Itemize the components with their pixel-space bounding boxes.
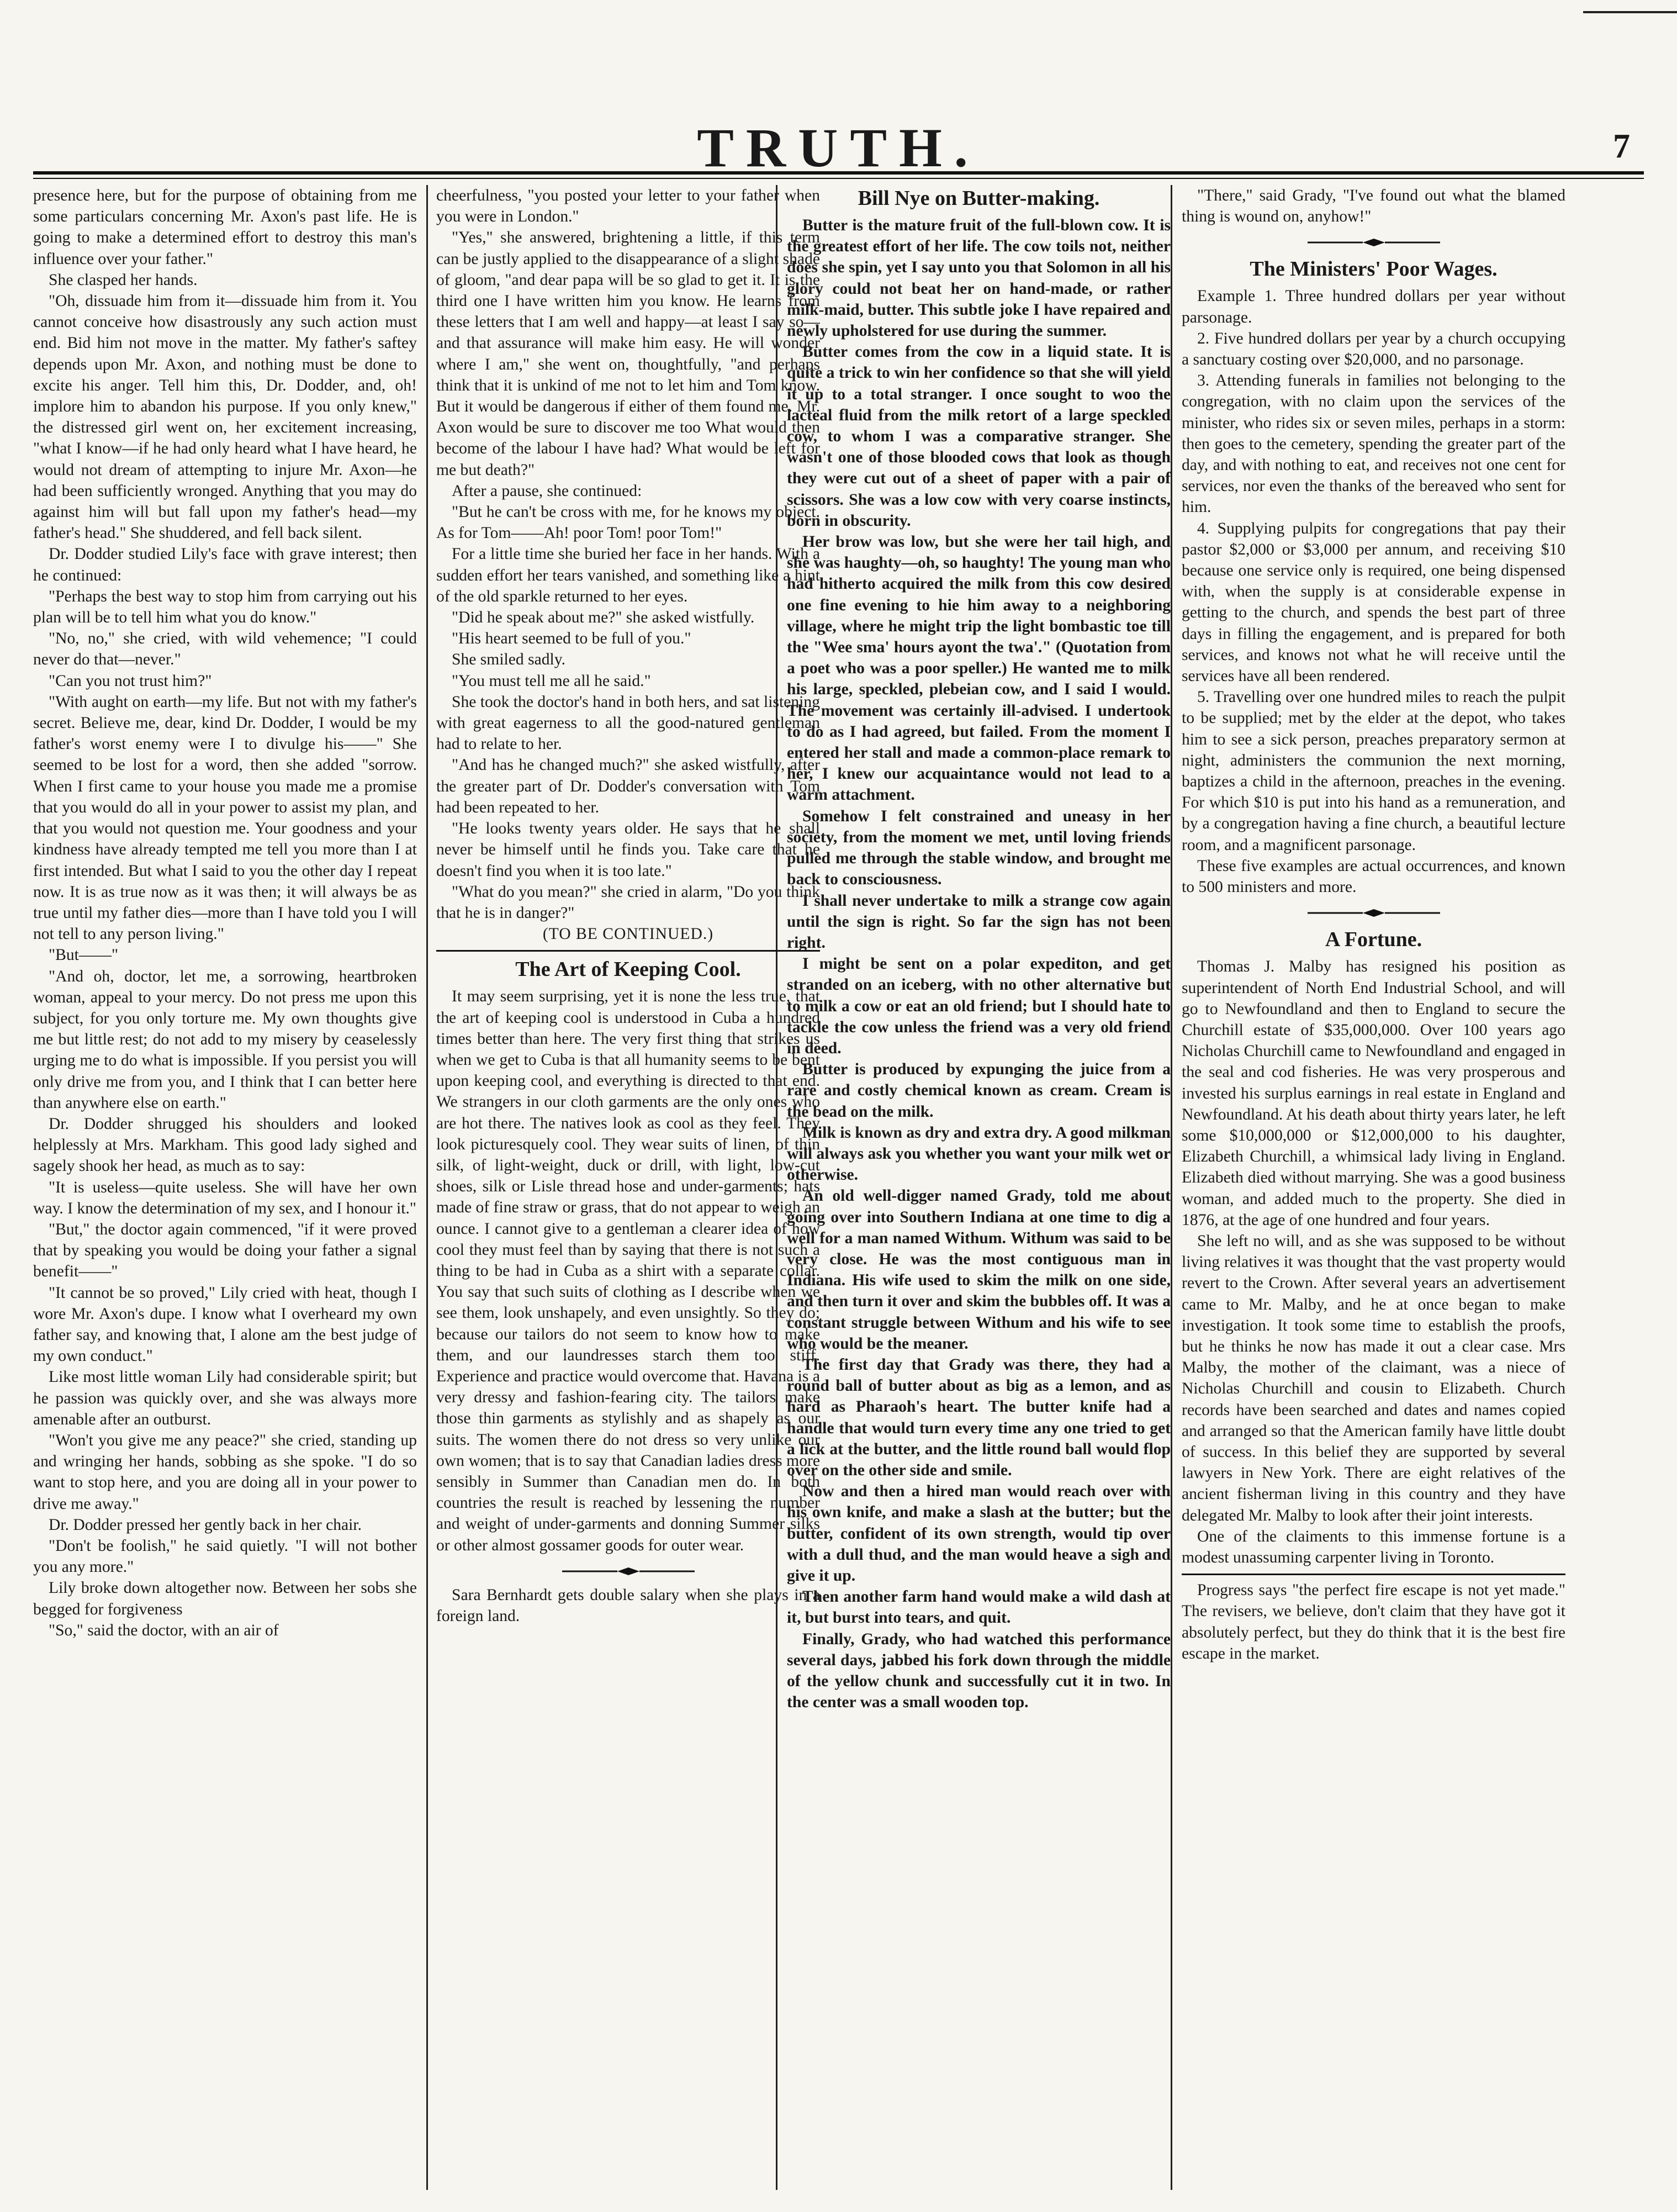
paragraph: She left no will, and as she was supposed to be without living relatives it was thought that the vast property would revert to the Crown. After several years an advertisement came to Mr. Malby, and he at once began to make investigation. It took some time to establish the proofs, but he thinks he now has made it out a clear case. Mrs Malby, the mother of the claimant, was a niece of Nicholas Churchill and cousin to Elizabeth. Church records have been searched and dates and names copied and arranged so that the American family have little doubt of success. In this belief they are supported by several lawyers in New York. There are eight relatives of the ancient fisherman living in this country and they have delegated Mr. Malby to look after their joint interests. — [1182, 1232, 1565, 1524]
column-3 — [787, 185, 1171, 2190]
paragraph: "But," the doctor again commenced, "if it were proved that by speaking you would be doing your father a signal benefit——" — [33, 1220, 417, 1281]
paragraph: "Oh, dissuade him from it—dissuade him from it. You cannot conceive how disastrously any such action must end. Bid him not move in the matter. My father's saftey depends upon Mr. Axon, and nothing must be done to excite his anger. Tell him this, Dr. Dodder, and, oh! implore him to abandon his purpose. If you only knew," the distressed girl went on, her excitement increasing, "what I know—if he had only heard what I have heard, he would not dream of attempting to injure Mr. Axon—he had been sufficiently wronged. Anything that you may do against him will but fall upon my father's head—my father's head." She shuddered, and fell back silent. — [33, 292, 417, 542]
paragraph: Lily broke down altogether now. Between her sobs she begged for forgiveness — [33, 1579, 417, 1618]
paragraph: "So," said the doctor, with an air of — [49, 1621, 279, 1639]
paragraph: presence here, but for the purpose of obtaining from me some particulars concerning Mr. Axon's past life. He is going to make a determined effort to destroy this man's influence over your father." — [33, 187, 417, 268]
column-divider — [1171, 185, 1172, 2190]
paragraph: Then another farm hand would make a wild dash at it, but burst into tears, and quit. — [787, 1588, 1171, 1627]
paragraph: cheerfulness, "you posted your letter to your father when you were in London." — [436, 187, 820, 226]
paragraph: "You must tell me all he said." — [452, 672, 651, 690]
paragraph: Somehow I felt constrained and uneasy in her society, from the moment we met, until loving friends pulled me through the stable window, and brought me back to consciousness. — [787, 807, 1171, 889]
paragraph: Butter comes from the cow in a liquid state. It is quite a trick to win her confidence so that she will yield it up to a total stranger. I once sought to woo the lacteal fluid from the milk retort of a large speckled cow, to whom I was a comparative stranger. She wasn't one of those blooded cows that look as though they were cut out of a sheet of paper with a pair of scissors. She was a low cow with very coarse instincts, born in obscurity. — [787, 343, 1171, 530]
paragraph: For a little time she buried her face in her hands. With a sudden effort her tears vanished, and something like a hint of the old sparkle returned to her eyes. — [436, 545, 820, 605]
paragraph: Like most little woman Lily had considerable spirit; but he passion was quickly over, and she was always more amenable after an outburst. — [33, 1368, 417, 1428]
paragraph: Milk is known as dry and extra dry. A good milkman will always ask you whether you want your milk wet or otherwise. — [787, 1123, 1171, 1184]
column-1 — [33, 185, 417, 2190]
newspaper-title: TRUTH. — [697, 117, 980, 178]
paragraph: Dr. Dodder studied Lily's face with grave interest; then he continued: — [33, 545, 417, 584]
paragraph: "But——" — [49, 946, 119, 964]
paragraph: "Perhaps the best way to stop him from carrying out his plan will be to tell him what you do know." — [33, 587, 417, 627]
masthead-rule — [33, 171, 1644, 175]
paragraph: "There," said Grady, "I've found out what the blamed thing is wound on, anyhow!" — [1182, 187, 1565, 226]
paragraph: "But he can't be cross with me, for he knows my object. As for Tom——Ah! poor Tom! poor Tom!" — [436, 503, 820, 542]
page-number: 7 — [1613, 128, 1630, 165]
paragraph: Progress says "the perfect fire escape is not yet made." The revisers, we believe, don't claim that they have got it absolutely perfect, but they do think that it is the best fire escape in the market. — [1182, 1581, 1565, 1662]
paragraph: "And has he changed much?" she asked wistfully, after the greater part of Dr. Dodder's conversation with Tom had been repeated to her. — [436, 756, 820, 816]
to-be-continued: (TO BE CONTINUED.) — [542, 925, 714, 943]
paragraph: Finally, Grady, who had watched this performance several days, jabbed his fork down through the middle of the yellow chunk and successfully cut it in two. In the center was a small wooden top. — [787, 1630, 1171, 1712]
article-title: Bill Nye on Butter-making. — [858, 187, 1100, 210]
paragraph: Example 1. Three hundred dollars per year without parsonage. — [1182, 287, 1565, 326]
article-title: The Art of Keeping Cool. — [515, 958, 741, 981]
section-rule — [436, 950, 820, 952]
masthead — [0, 105, 1677, 178]
paragraph: "With aught on earth—my life. But not with my father's secret. Believe me, dear, kind Dr. Dodder, I would be my father's worst enemy were I to divulge his——" She seemed to be lost for a word, then she added "sorrow. When I first came to your house you made me a promise that you would do all in your power to assist my plan, and that you would not question me. Your goodness and your kindness have already tempted me tell you more than I at first intended. But what I said to you the other day I repeat now. It is as true now as it was then; it will always be as true until my father dies—more than I have told you I will not tell to any person living." — [33, 693, 417, 943]
masthead-rule-thin — [33, 178, 1644, 179]
paragraph: "Won't you give me any peace?" she cried, standing up and wringing her hands, sobbing as she spoke. "I do so want to stop here, and you are doing all in your power to drive me away." — [33, 1431, 417, 1513]
article-title: The Ministers' Poor Wages. — [1250, 257, 1498, 281]
paragraph: "It cannot be so proved," Lily cried with heat, though I wore Mr. Axon's dupe. I know what I overheard my own father say, and knowing that, I alone am the best judge of my own conduct." — [33, 1284, 417, 1365]
paragraph: "Can you not trust him?" — [49, 672, 212, 690]
section-rule — [1182, 1574, 1565, 1575]
paragraph: "No, no," she cried, with wild vehemence; "I could never do that—never." — [33, 630, 417, 669]
paragraph: Dr. Dodder shrugged his shoulders and looked helplessly at Mrs. Markham. This good lady sighed and sagely shook her head, as much as to say: — [33, 1115, 417, 1175]
paragraph: Her brow was low, but she were her tail high, and she was haughty—oh, so haughty! The young man who had hitherto acquired the milk from this cow desired one fine evening to hie him away to a neighboring village, where he might trip the light bombastic toe till the "Wee sma' hours ayont the twa'." (Quotation from a poet who was a poor speller.) He wanted me to milk his large, speckled, plebeian cow, and I said I would. The movement was certainly ill-advised. I undertook to do as I had agreed, but failed. From the moment I entered her stall and made a common-place remark to her, I knew our acquaintance would not lead to a warm attachment. — [787, 533, 1171, 804]
paragraph: "He looks twenty years older. He says that he shall never be himself until he finds you. Take care that he doesn't find you when it is too late." — [436, 820, 820, 880]
paragraph: She smiled sadly. — [452, 651, 566, 669]
top-edge-rule — [1583, 0, 1677, 13]
column-4 — [1182, 185, 1565, 2190]
paragraph: 5. Travelling over one hundred miles to reach the pulpit to be supplied; met by the elder at the depot, who takes him to see a sick person, preaches preparatory sermon at night, administers the communion the next morning, baptizes a child in the afternoon, preaches in the evening. For which $10 is put into his hand as a remuneration, and by a congregation having a fine church, a beautiful lecture room, and a magnificent parsonage. — [1182, 688, 1565, 854]
paragraph: One of the claiments to this immense fortune is a modest unassuming carpenter living in Toronto. — [1182, 1527, 1565, 1566]
paragraph: "Yes," she answered, brightening a little, if this term can be justly applied to the disappearance of a slight shade of gloom, "and dear papa will be so glad to get it. It is the third one I have written him you know. He learns from these letters that I am well and happy—at least I say so—and that assurance will make him easy. He will wonder where I am," she went on, thoughtfully, "and perhaps think that it is unkind of me not to let him and Tom know. But it would be dangerous if either of them found me. Mr. Axon would be sure to discover me too What would then become of the labour I have had? What would be left for me but death?" — [436, 229, 820, 479]
paragraph: After a pause, she continued: — [452, 482, 642, 500]
paragraph: I shall never undertake to milk a strange cow again until the sign is right. So far the sign has not been right. — [787, 891, 1171, 952]
paragraph: The first day that Grady was there, they had a round ball of butter about as big as a lemon, and as hard as Pharaoh's heart. The butter knife had a handle that would turn every time any one tried to get a lick at the butter, and the little round ball would flop over on the other side and smile. — [787, 1355, 1171, 1479]
paragraph: "Did he speak about me?" she asked wistfully. — [452, 609, 755, 627]
paragraph: "And oh, doctor, let me, a sorrowing, heartbroken woman, appeal to your mercy. Do not press me upon this subject, for you only torture me. My own thoughts give me but little rest; do not add to my misery by ceaselessly urging me to do what is impossible. If you persist you will only drive me from you, and I think that I can better here than anywhere else on earth." — [33, 967, 417, 1112]
paragraph: Butter is produced by expunging the juice from a rare and costly chemical known as cream. Cream is the bead on the milk. — [787, 1060, 1171, 1121]
paragraph: Thomas J. Malby has resigned his position as superintendent of North End Industrial School, and will go to Newfoundland and then to England to secure the Churchill estate of $35,000,000. Over 100 years ago Nicholas Churchill came to Newfoundland and engaged in the seal and cod fisheries. He was very prosperous and invested his surplus earnings in real estate in England and Newfoundland. At his death about thirty years later, he left some $10,000,000 or $12,000,000 to his daughter, Elizabeth Churchill, a whimsical lady living in England. Elizabeth died without marrying. She was a good business woman, and added much to the property. She died in 1876, at the age of one hundred and four years. — [1182, 958, 1565, 1229]
ornamental-divider — [1302, 907, 1446, 918]
paragraph: "Don't be foolish," he said quietly. "I will not bother you any more." — [33, 1537, 417, 1576]
ornamental-divider — [1302, 237, 1446, 248]
paragraph: Sara Bernhardt gets double salary when she plays in a foreign land. — [436, 1586, 820, 1625]
column-2 — [436, 185, 820, 2190]
paragraph: I might be sent on a polar expediton, and get stranded on an iceberg, with no other alternative but to milk a cow or eat an old friend; but I should hate to tackle the cow unless the friend was a very old friend in deed. — [787, 955, 1171, 1057]
paragraph: It may seem surprising, yet it is none the less true, that the art of keeping cool is understood in Cuba a hundred times better than here. The very first thing that strikes us when we get to Cuba is that all humanity seems to be bent upon keeping cool, and everything is directed to that end. We strangers in our cloth garments are the only ones who are hot there. The natives look as cool as they feel. They look picturesquely cool. They wear suits of linen, of thin silk, of light-weight, duck or drill, with light, low-cut shoes, silk or Lisle thread hose and under-garments; hats made of fine straw or grass, that do not appear to weigh an ounce. I cannot give to a gentleman a clearer idea of how cool they must feel than by saying that there is not such a thing to be had in Cuba as a shirt with a separate collar. You say that such suits of clothing as I describe when we see them, look unshapely, and even unsightly. So they do; because our tailors do not seem to know how to make them, and our laundresses starch them too stiff. Experience and practice would overcome that. Havana is a very dressy and fashion-fearing city. The tailors make those thin garments as stylishly and as shapely as our suits. The women there do not dress so very unlike our own women; that is to say that Canadian ladies dress more sensibly in Summer than Canadian men do. In both countries the result is reached by lessening the number and weight of under-garments and donning Summer silks or other almost gossamer goods for outer wear. — [436, 988, 820, 1554]
paragraph: These five examples are actual occurrences, and known to 500 ministers and more. — [1182, 857, 1565, 896]
paragraph: She took the doctor's hand in both hers, and sat listening with great eagerness to all the good-natured gentleman had to relate to her. — [436, 693, 820, 753]
column-divider — [426, 185, 428, 2190]
paragraph: An old well-digger named Grady, told me about going over into Southern Indiana at one time to dig a well for a man named Withum. Withum was said to be very close. He was the most contiguous man in Indiana. His wife used to skim the milk on one side, and then turn it over and skim the bubbles off. It was a constant struggle between Withum and his wife to see who would be the meaner. — [787, 1187, 1171, 1353]
paragraph: "What do you mean?" she cried in alarm, "Do you think that he is in danger?" — [436, 883, 820, 922]
article-title: A Fortune. — [1325, 928, 1422, 952]
ornamental-divider — [557, 1566, 700, 1577]
paragraph: Butter is the mature fruit of the full-blown cow. It is the greatest effort of her life. The cow toils not, neither does she spin, yet I say unto you that Solomon in all his glory could not beat her on hand-made, or rather milk-maid, butter. This subtle joke I have repaired and newly upholstered for use during the summer. — [787, 217, 1171, 340]
paragraph: Dr. Dodder pressed her gently back in her chair. — [49, 1516, 362, 1534]
paragraph: 3. Attending funerals in families not belonging to the congregation, with no claim upon the services of the minister, who rides six or seven miles, perhaps in a storm: then goes to the cemetery, spending the greater part of the day, and with nothing to eat, and receives not one cent for services, nor even the thanks of the bereaved who sent for him. — [1182, 372, 1565, 516]
paragraph: 4. Supplying pulpits for congregations that pay their pastor $2,000 or $3,000 per annum, and receiving $10 because one service only is required, one being dispensed with, when the supply is at considerable expense in getting to the church, and spends the best part of three days in filling the engagement, and is prepared for both services, and knows not what he will receive until the services have all been rendered. — [1182, 519, 1565, 685]
paragraph: "His heart seemed to be full of you." — [452, 630, 691, 648]
paragraph: "It is useless—quite useless. She will have her own way. I know the determination of my sex, and I honour it." — [33, 1178, 417, 1217]
paragraph: She clasped her hands. — [49, 271, 198, 289]
paragraph: 2. Five hundred dollars per year by a church occupying a sanctuary costing over $20,000, and no parsonage. — [1182, 329, 1565, 369]
paragraph: Now and then a hired man would reach over with his own knife, and make a slash at the butter; but the butter, confident of its own strength, would tip over with a dull thud, and the man would heave a sigh and give it up. — [787, 1482, 1171, 1585]
